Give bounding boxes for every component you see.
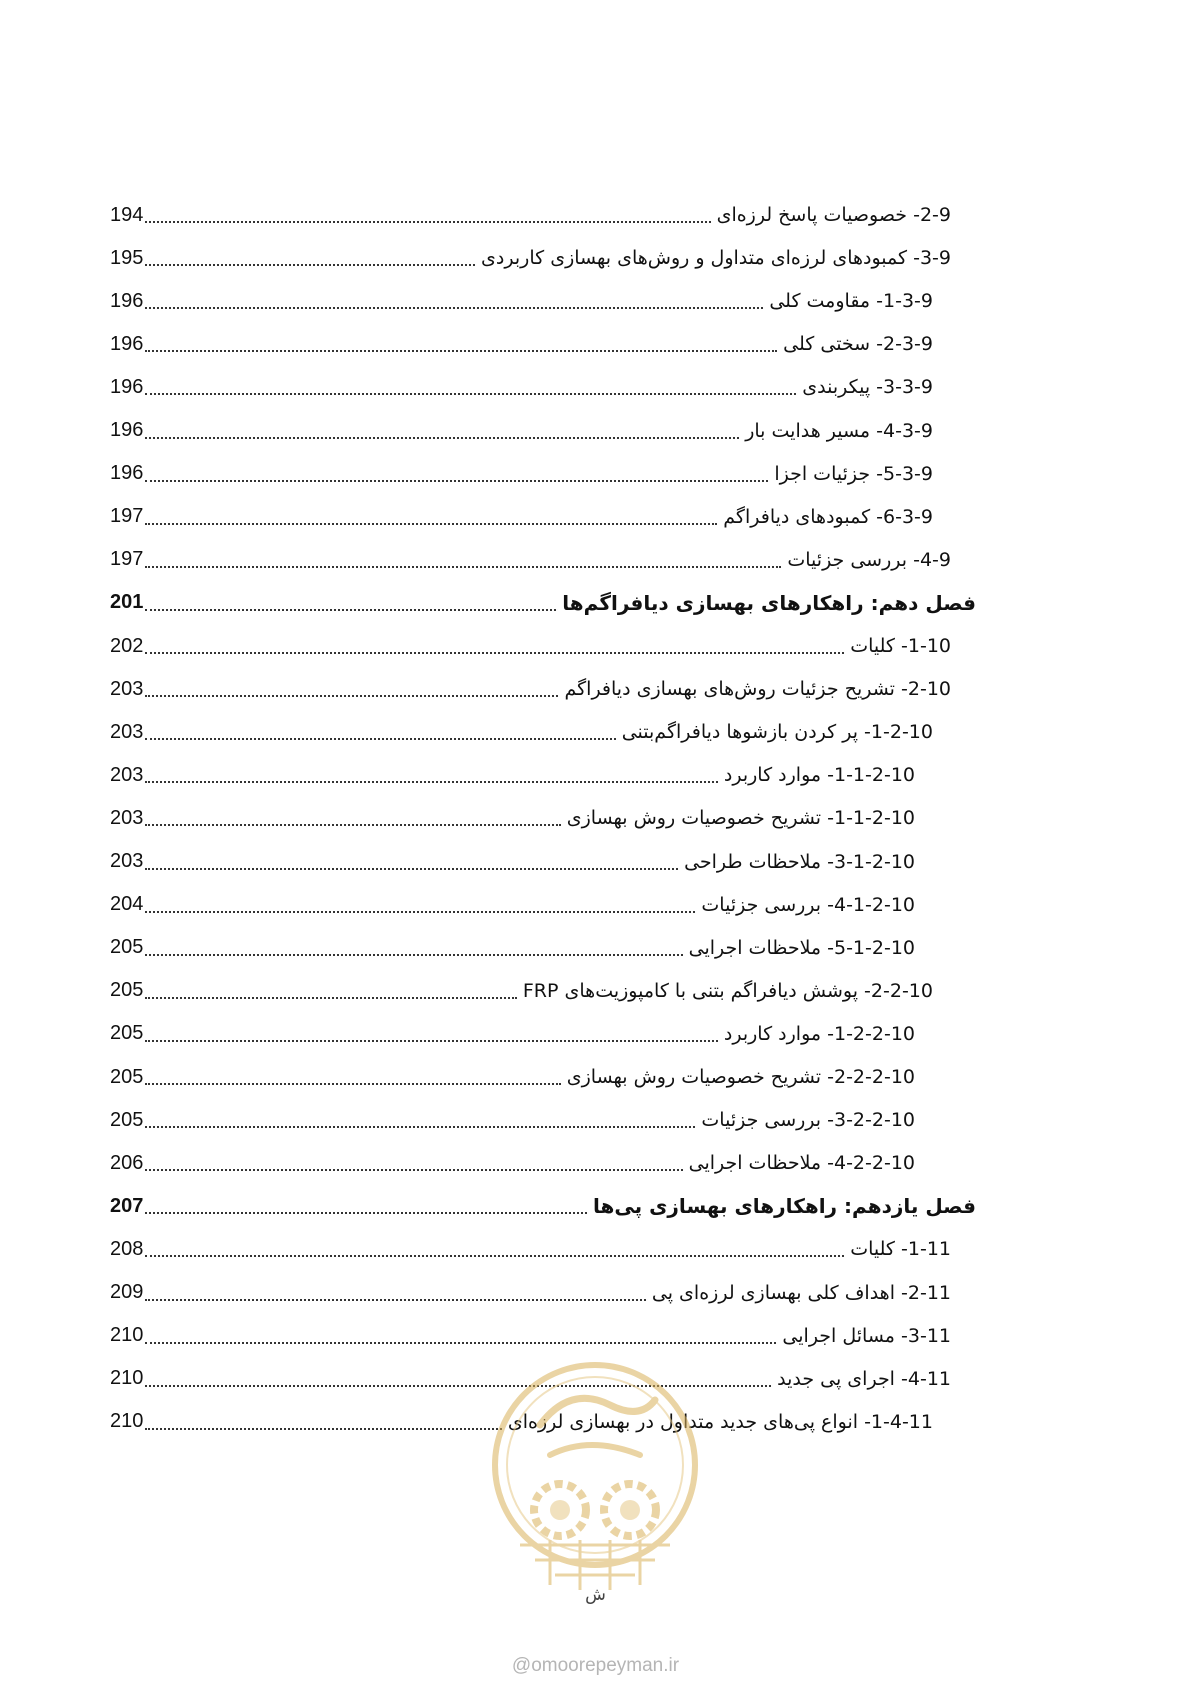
toc-entry-page: 205 [110, 1108, 144, 1131]
toc-entry-title: 3-11- مسائل اجرایی [782, 1324, 951, 1347]
dot-leader [145, 868, 678, 870]
dot-leader [145, 911, 695, 913]
toc-entry-page: 201 [110, 591, 144, 614]
dot-leader [145, 264, 475, 266]
dot-leader [145, 1212, 587, 1214]
toc-entry-page: 206 [110, 1151, 144, 1174]
toc-entry-title: 1-1-2-10- تشریح خصوصیات روش بهسازی [566, 807, 915, 830]
toc-entry-page: 203 [110, 850, 144, 872]
toc-entry-title: 1-3-9- مقاومت کلی [769, 290, 933, 313]
toc-entry-page: 194 [110, 203, 144, 226]
dot-leader [145, 954, 682, 956]
dot-leader [145, 221, 710, 223]
toc-entry[interactable] [110, 971, 933, 1011]
dot-leader [145, 824, 560, 826]
toc-entry-title: 5-3-9- جزئیات اجزا [774, 462, 933, 485]
toc-chapter-entry[interactable] [110, 1186, 976, 1226]
toc-entry-title: 3-2-2-10- بررسی جزئیات [701, 1109, 915, 1132]
dot-leader [145, 307, 763, 309]
toc-entry-page: 207 [110, 1194, 144, 1217]
toc-entry-title: 1-10- کلیات [850, 635, 951, 657]
toc-entry-title: 5-1-2-10- ملاحظات اجرایی [688, 936, 915, 959]
page-number-letter: ش [585, 1585, 606, 1605]
toc-entry-page: 205 [110, 1065, 144, 1088]
toc-entry-title: 1-2-10- پر کردن بازشوها دیافراگم‌بتنی [621, 721, 933, 744]
dot-leader [145, 437, 739, 439]
toc-entry[interactable] [110, 626, 951, 666]
dot-leader [145, 480, 768, 482]
toc-entry-page: 204 [110, 893, 144, 916]
toc-entry[interactable] [110, 367, 933, 407]
toc-entry-title: 2-3-9- سختی کلی [783, 333, 933, 356]
toc-entry[interactable] [110, 842, 915, 882]
toc-entry-title: فصل دهم: راهکارهای بهسازی دیافراگم‌ها [562, 590, 976, 615]
toc-entry-page: 205 [110, 1022, 144, 1045]
toc-entry-title: 6-3-9- کمبودهای دیافراگم [723, 505, 933, 528]
dot-leader [145, 652, 844, 654]
dot-leader [145, 566, 781, 568]
toc-entry[interactable] [110, 1229, 951, 1269]
toc-entry-title: 1-11- کلیات [850, 1238, 951, 1261]
toc-entry-title: 4-3-9- مسیر هدایت بار [745, 419, 933, 442]
toc-entry-page: 205 [110, 979, 144, 1002]
toc-entry-page: 197 [110, 548, 144, 571]
toc-entry[interactable] [110, 324, 933, 364]
toc-entry[interactable] [110, 1100, 915, 1140]
toc-entry-title: 2-9- خصوصیات پاسخ لرزه‌ای [716, 204, 951, 226]
toc-entry-title: 1-2-2-10- موارد کاربرد [723, 1022, 915, 1045]
toc-entry-title: 3-9- کمبودهای لرزه‌ای متداول و روش‌های بهسازی کاربردی [481, 247, 951, 270]
toc-entry-title: 3-3-9- پیکربندی [802, 376, 933, 399]
toc-entry-page: 209 [110, 1281, 144, 1303]
publisher-seal-watermark [480, 1345, 710, 1615]
toc-entry-title: 4-9- بررسی جزئیات [787, 548, 951, 571]
toc-entry-title: 4-2-2-10- ملاحظات اجرایی [688, 1152, 915, 1175]
toc-entry[interactable] [110, 755, 915, 795]
toc-entry-title: 4-1-2-10- بررسی جزئیات [701, 893, 915, 916]
toc-entry-title: 1-1-2-10- موارد کاربرد [723, 764, 915, 787]
toc-entry[interactable] [110, 1143, 915, 1183]
dot-leader [145, 1342, 776, 1344]
toc-entry[interactable] [110, 712, 933, 752]
dot-leader [145, 997, 517, 999]
toc-entry[interactable] [110, 885, 915, 925]
toc-entry[interactable] [110, 497, 933, 537]
dot-leader [145, 781, 718, 783]
dot-leader [145, 609, 556, 611]
toc-entry-page: 202 [110, 634, 144, 657]
toc-entry-title: 1-4-11- انواع پی‌های جدید متداول در بهسازی لرزه‌ای [507, 1410, 933, 1433]
dot-leader [145, 738, 615, 740]
toc-entry[interactable] [110, 454, 933, 494]
toc-entry[interactable] [110, 195, 951, 235]
toc-entry-page: 208 [110, 1237, 144, 1260]
toc-entry-title: فصل یازدهم: راهکارهای بهسازی پی‌ها [593, 1194, 976, 1219]
toc-entry[interactable] [110, 238, 951, 278]
toc-entry[interactable] [110, 1057, 915, 1097]
watermark-url: @omoorepeyman.ir [511, 1655, 680, 1676]
toc-entry[interactable] [110, 798, 915, 838]
toc-entry-page: 196 [110, 289, 144, 312]
toc-entry-page: 203 [110, 720, 144, 743]
toc-entry-title: 2-2-2-10- تشریح خصوصیات روش بهسازی [566, 1066, 915, 1088]
toc-entry-page: 195 [110, 246, 144, 269]
toc-entry-page: 196 [110, 332, 144, 355]
toc-entry-page: 203 [110, 806, 144, 829]
toc-entry[interactable] [110, 1273, 951, 1313]
dot-leader [145, 1169, 682, 1171]
at-icon: @ [511, 1655, 532, 1676]
toc-entry-page: 210 [110, 1410, 144, 1433]
dot-leader [145, 1428, 501, 1430]
toc-entry-page: 196 [110, 419, 144, 441]
toc-entry-page: 203 [110, 763, 144, 786]
dot-leader [145, 695, 558, 697]
dot-leader [145, 1255, 844, 1257]
toc-entry[interactable] [110, 411, 933, 451]
toc-entry-page: 196 [110, 375, 144, 398]
toc-entry-title: 2-10- تشریح جزئیات روش‌های بهسازی دیافراگم [564, 678, 951, 701]
toc-entry-title: 2-11- اهداف کلی بهسازی لرزه‌ای پی [651, 1281, 951, 1304]
dot-leader [145, 1126, 695, 1128]
toc-entry[interactable] [110, 281, 933, 321]
toc-entry[interactable] [110, 1014, 915, 1054]
toc-entry[interactable] [110, 928, 915, 968]
toc-entry-page: 210 [110, 1367, 144, 1390]
toc-entry-title: 2-2-10- پوشش دیافراگم بتنی با کامپوزیت‌های FRP [522, 979, 933, 1002]
toc-entry[interactable] [110, 669, 951, 709]
toc-entry-page: 196 [110, 462, 144, 485]
toc-entry-title: 4-11- اجرای پی جدید [777, 1367, 951, 1390]
toc-entry-page: 203 [110, 677, 144, 700]
toc-entry[interactable] [110, 540, 951, 580]
dot-leader [145, 523, 717, 525]
toc-entry-page: 205 [110, 936, 144, 959]
dot-leader [145, 1040, 718, 1042]
toc-chapter-entry[interactable] [110, 583, 976, 623]
dot-leader [145, 1299, 646, 1301]
toc-entry-title: 3-1-2-10- ملاحظات طراحی [684, 850, 915, 873]
toc-entry-page: 197 [110, 505, 144, 528]
toc-entry-page: 210 [110, 1324, 144, 1347]
dot-leader [145, 350, 777, 352]
dot-leader [145, 393, 796, 395]
dot-leader [145, 1083, 560, 1085]
